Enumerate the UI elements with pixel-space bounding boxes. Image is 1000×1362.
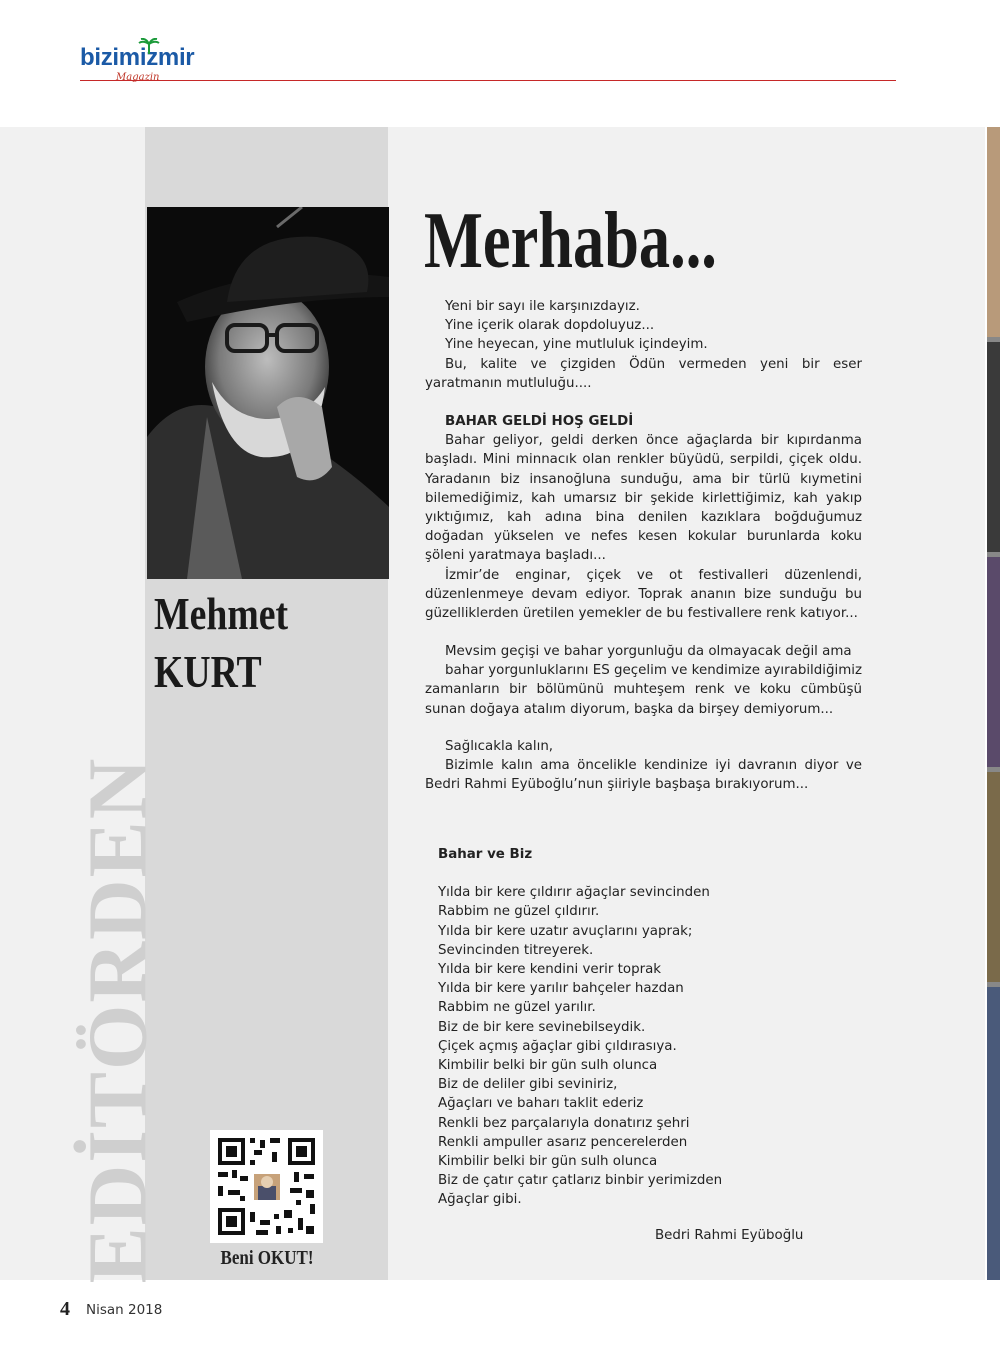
poem-line: Rabbim ne güzel yarılır. [438, 1000, 596, 1016]
intro-line: Yine içerik olarak dopdoluyuz... [445, 318, 655, 334]
author-last-name: KURT [154, 646, 262, 697]
article-paragraph: Sağlıcakla kalın, [445, 739, 554, 754]
issue-date: Nisan 2018 [86, 1302, 163, 1318]
article-paragraph: bahar yorgunluklarını ES geçelim ve kendimize ayırabildiğimiz zamanların bir bölümünü muhteşem renk ve koku cümbüşü sunan doğaya atalım diyorum, başka da birşey demiyorum... [425, 663, 862, 717]
article-body-2 [425, 642, 862, 719]
poem-line: Ağaçlar gibi. [438, 1192, 522, 1208]
author-first-name: Mehmet [154, 588, 289, 639]
author-photo [147, 207, 389, 579]
poem-author: Bedri Rahmi Eyüboğlu [655, 1228, 804, 1243]
magazine-logo [80, 44, 195, 83]
article-paragraph: Bizimle kalın ama öncelikle kendinize iyi davranın diyor ve Bedri Rahmi Eyüboğlu’nun şiiriyle başbaşa bırakıyorum... [425, 758, 862, 793]
poem-line: Yılda bir kere uzatır avuçlarını yaprak; [438, 923, 693, 939]
poem-line: Renkli ampuller asarız pencerelerden [438, 1134, 688, 1150]
intro-line: Yine heyecan, yine mutluluk içindeyim. [445, 337, 708, 353]
intro-line: Yeni bir sayı ile karşınızdayız. [445, 299, 640, 314]
article-paragraph: Mevsim geçişi ve bahar yorgunluğu da olmayacak değil ama [445, 644, 852, 659]
poem-line: Renkli bez parçalarıyla donatırız şehri [438, 1115, 690, 1131]
adjacent-page-edge [987, 127, 1000, 1280]
poem-line: Ağaçları ve baharı taklit ederiz [438, 1096, 644, 1112]
article-body [425, 412, 862, 623]
article-subheading: BAHAR GELDİ HOŞ GELDİ [445, 414, 634, 429]
palm-tree-icon [138, 38, 160, 54]
poem-line: Çiçek açmış ağaçlar gibi çıldırasıya. [438, 1038, 677, 1054]
poem-line: Sevincinden titreyerek. [438, 942, 594, 958]
poem-line: Kimbilir belki bir gün sulh olunca [438, 1058, 658, 1074]
poem-line: Yılda bir kere kendini verir toprak [438, 962, 662, 978]
poem-line: Biz de deliler gibi seviniriz, [438, 1077, 618, 1093]
article-paragraph: İzmir’de enginar, çiçek ve ot festivalleri düzenlendi, düzenlenmeye devam ediyor. Toprak ananın bize sunduğu bu güzelliklerden üretilen yemekler de bu festivallere renk katıyor... [425, 567, 862, 622]
qr-caption: Beni OKUT! [220, 1247, 314, 1269]
article-closing [425, 737, 862, 795]
intro-line: Bu, kalite ve çizgiden Ödün vermeden yeni bir eser yaratmanın mutluluğu.... [425, 356, 862, 391]
logo-subtitle: Magazin [116, 72, 160, 83]
poem-line: Kimbilir belki bir gün sulh olunca [438, 1154, 658, 1170]
poem-line: Biz de bir kere sevinebilseydik. [438, 1019, 646, 1035]
author-portrait-illustration [147, 207, 389, 579]
article-paragraph: Bahar geliyor, geldi derken önce ağaçlarda bir kıpırdanma başladı. Mini minnacık olan renkler büyüdü, serpildi, çiçek oldu. Yaradanın biz insanoğluna sunduğu, ama bir türlü kıymetini bilemediğimiz, kah umarsız bir şekide kirlettiğimiz, kah yakıp yıktığımız, kah adına bina denilen kazıklara boğduğumuz doğadan yükselen ve nefes kesen kokular burunlarda koku şöleni yaratmaya başladı... [425, 433, 862, 564]
header-divider [80, 80, 896, 81]
logo-wordmark: bizimizmir [80, 44, 195, 71]
qr-code-graphic [210, 1130, 323, 1243]
poem [438, 845, 878, 1210]
poem-title: Bahar ve Biz [438, 847, 533, 862]
section-label-vertical: EDİTÖRDEN [71, 756, 165, 1284]
qr-code[interactable] [210, 1130, 323, 1243]
poem-line: Yılda bir kere çıldırır ağaçlar sevincinden [438, 885, 710, 901]
author-name [154, 585, 288, 701]
poem-line: Biz de çatır çatır çatlarız binbir yerimizden [438, 1173, 723, 1189]
poem-line: Yılda bir kere yarılır bahçeler hazdan [438, 981, 684, 997]
poem-line: Rabbim ne güzel çıldırır. [438, 904, 600, 920]
article-intro [425, 297, 862, 393]
page-number: 4 [60, 1298, 70, 1320]
article-headline: Merhaba... [424, 197, 717, 285]
